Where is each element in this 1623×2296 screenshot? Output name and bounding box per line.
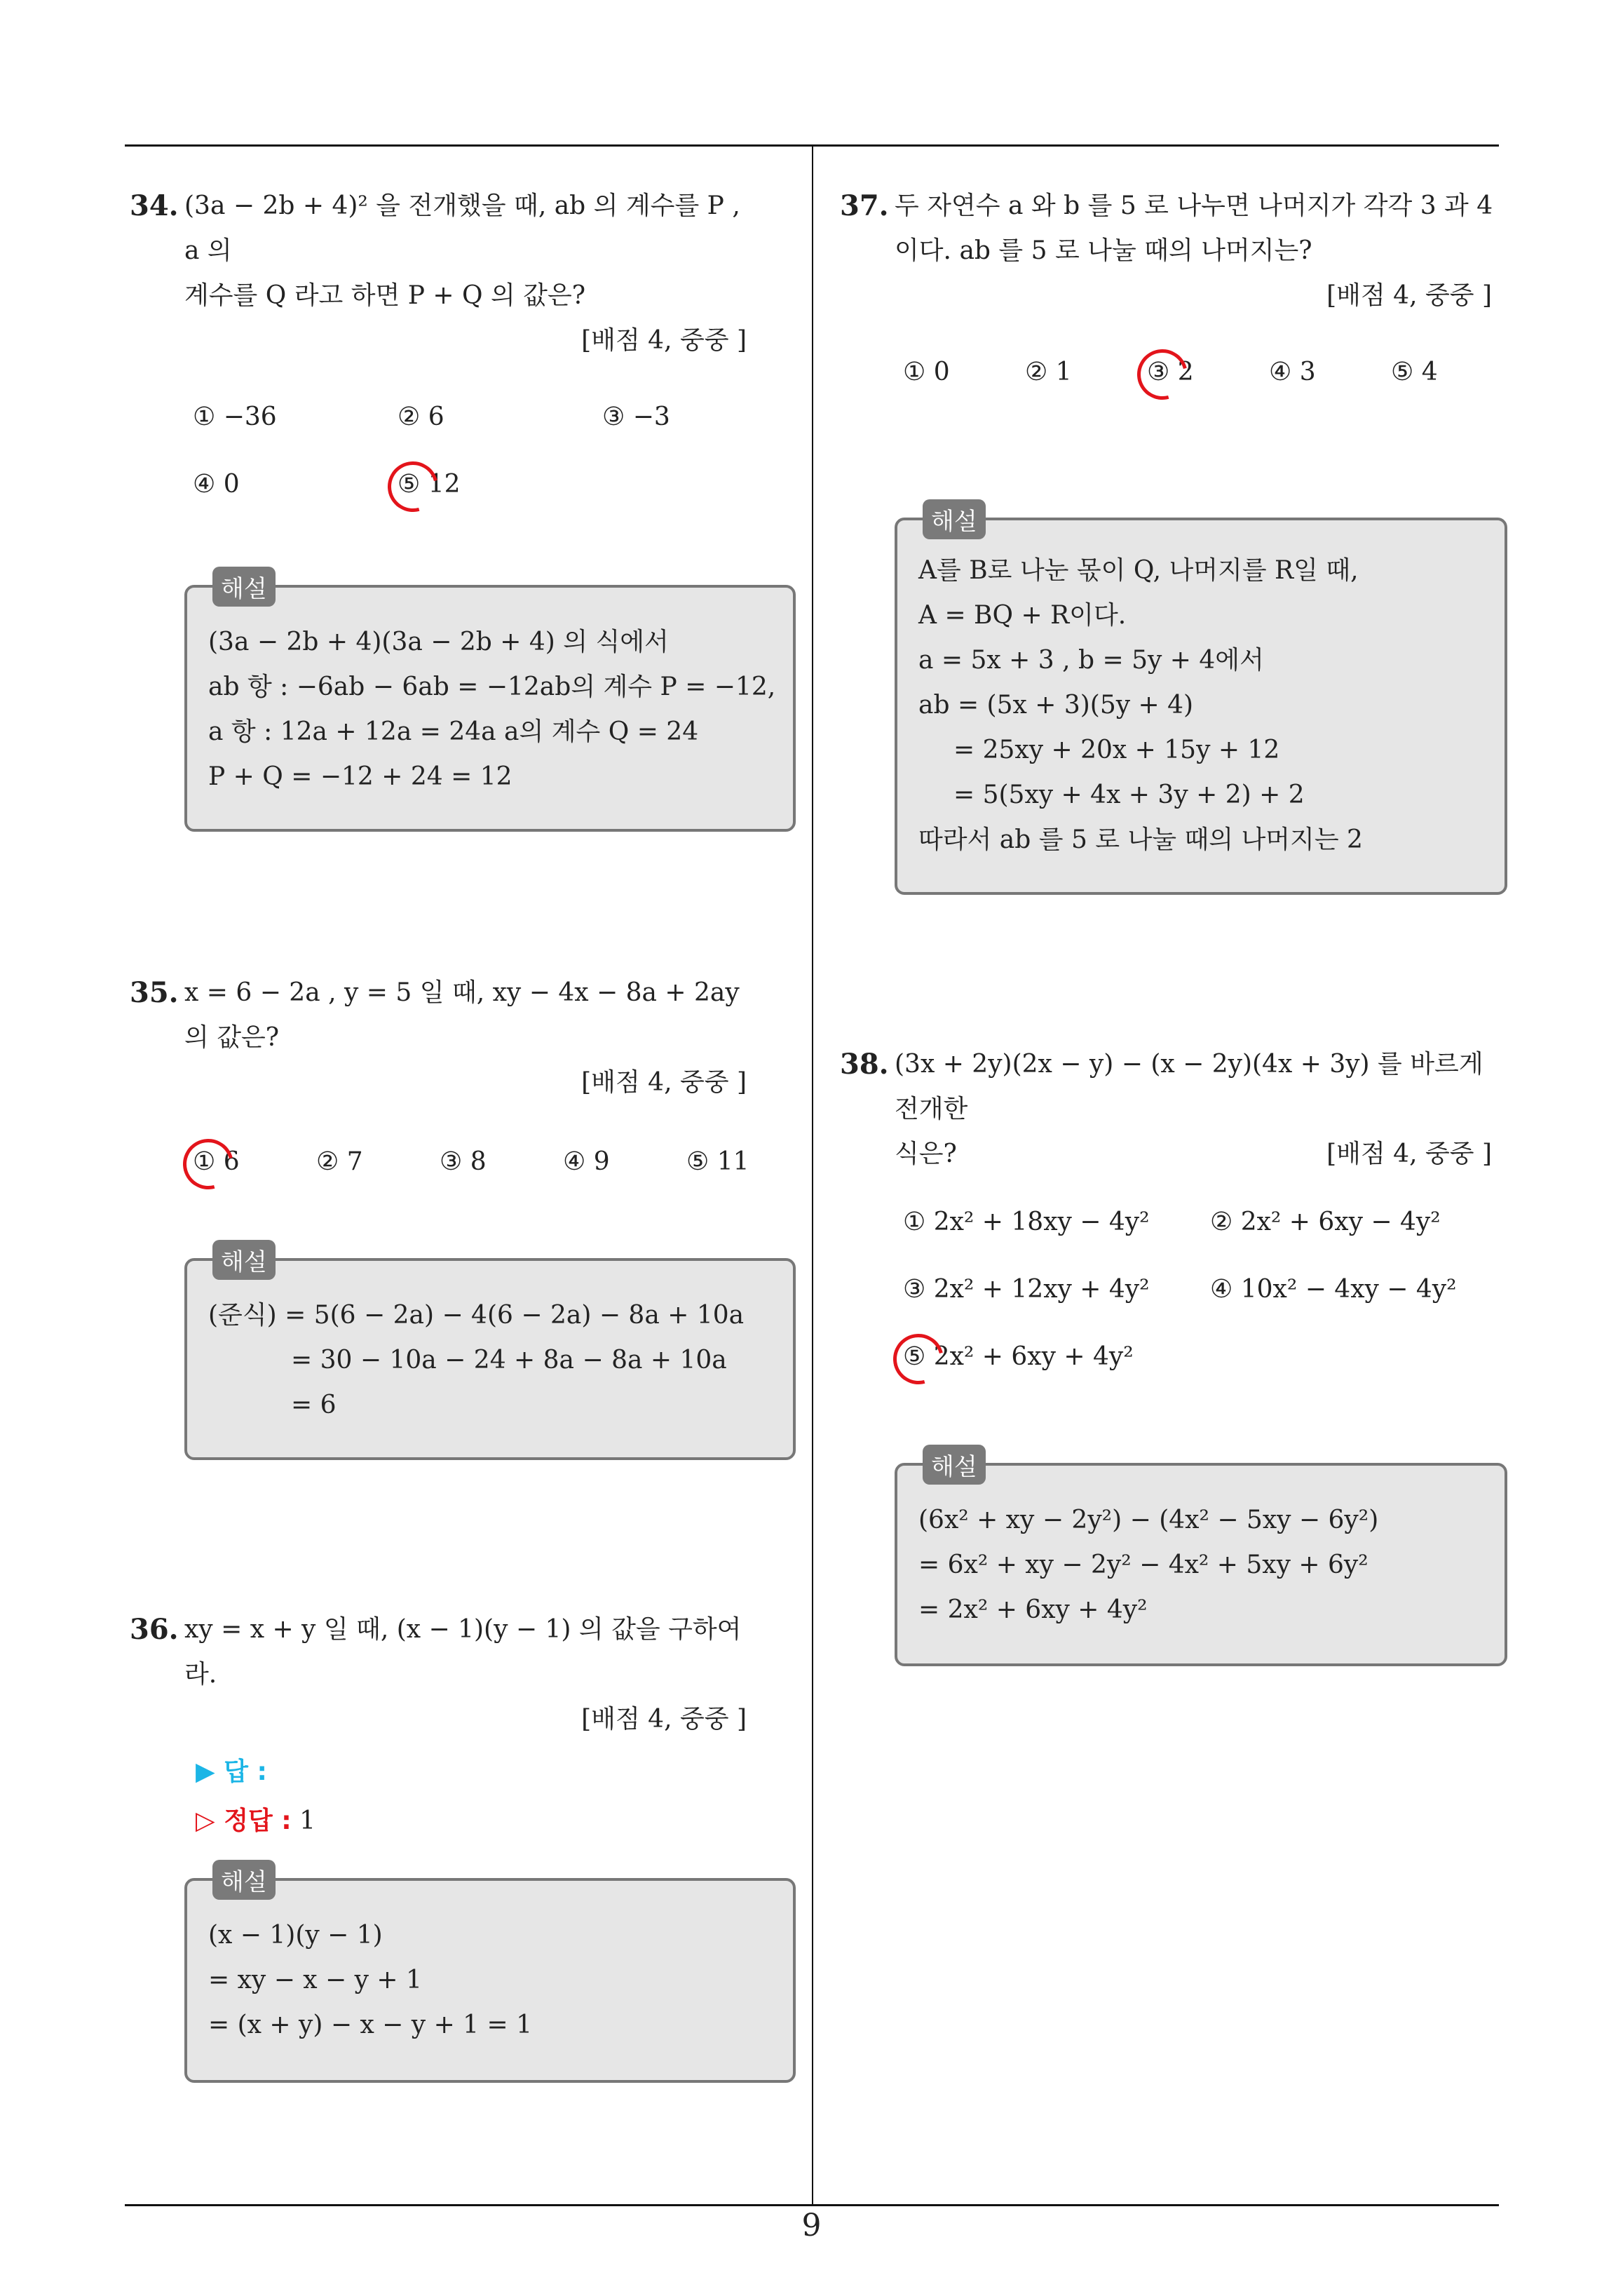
answer-area bbox=[130, 1748, 747, 1846]
choice-4[interactable]: ④ 10x² − 4xy − 4y² bbox=[1210, 1275, 1457, 1304]
question-34-stem: 34. (3a − 2b + 4)² 을 전개했을 때, ab 의 계수를 P , a 의 계수를 Q 라고 하면 P + Q 의 값은? bbox=[130, 184, 747, 318]
choice-1[interactable]: ① −36 bbox=[193, 403, 277, 431]
choice-5[interactable]: ⑤ 12 bbox=[398, 470, 461, 499]
selected-answer-mark bbox=[884, 1325, 953, 1393]
question-35-meta: [배점 4, 중중 ] bbox=[581, 1068, 747, 1097]
question-35-stem: 35. x = 6 − 2a , y = 5 일 때, xy − 4x − 8a + 2ay 의 값은? bbox=[130, 971, 747, 1060]
question-37-meta: [배점 4, 중중 ] bbox=[1326, 281, 1492, 310]
choice-3[interactable]: ③ 2x² + 12xy + 4y² bbox=[903, 1275, 1150, 1304]
question-34-choices bbox=[130, 403, 747, 543]
question-35-explanation: 해설 (준식) = 5(6 − 2a) − 4(6 − 2a) − 8a + 10a = 30 − 10a − 24 + 8a − 8a + 10a = 6 bbox=[184, 1258, 796, 1460]
question-34-explanation: 해설 (3a − 2b + 4)(3a − 2b + 4) 의 식에서 ab 항 : −6ab − 6ab = −12ab의 계수 P = −12, a 항 : 12a + 12a = 24a a의 계수 Q = 24 P + Q = −12 + 24 = 12 bbox=[184, 585, 796, 832]
question-34 bbox=[130, 184, 747, 543]
selected-answer-mark bbox=[174, 1130, 243, 1198]
explanation-tag: 해설 bbox=[923, 1445, 986, 1485]
question-37 bbox=[840, 184, 1506, 425]
choice-5[interactable]: ⑤ 2x² + 6xy + 4y² bbox=[903, 1342, 1134, 1371]
question-34-meta: [배점 4, 중중 ] bbox=[581, 326, 747, 355]
question-38-stem: 38. (3x + 2y)(2x − y) − (x − 2y)(4x + 3y) 를 바르게 전개한 식은? [배점 4, 중중 ] bbox=[840, 1042, 1506, 1177]
choice-3[interactable]: ③ 2 bbox=[1147, 358, 1194, 386]
choice-4[interactable]: ④ 0 bbox=[193, 470, 240, 499]
correct-answer-label: ▷ 정답 : bbox=[196, 1807, 292, 1835]
explanation-tag: 해설 bbox=[923, 499, 986, 539]
choice-4[interactable]: ④ 3 bbox=[1269, 358, 1316, 386]
explanation-tag: 해설 bbox=[212, 1860, 276, 1900]
column-divider bbox=[812, 144, 813, 2206]
question-35-choices bbox=[130, 1147, 747, 1215]
page-number: 9 bbox=[801, 2208, 822, 2243]
question-38-choices bbox=[840, 1208, 1506, 1411]
choice-2[interactable]: ② 2x² + 6xy − 4y² bbox=[1210, 1208, 1441, 1236]
question-number: 36. bbox=[130, 1613, 179, 1646]
question-38 bbox=[840, 1042, 1506, 1411]
selected-answer-mark bbox=[379, 452, 447, 521]
question-number: 37. bbox=[840, 189, 889, 222]
question-35 bbox=[130, 971, 747, 1215]
choice-1[interactable]: ① 2x² + 18xy − 4y² bbox=[903, 1208, 1150, 1236]
correct-answer-value: 1 bbox=[299, 1807, 316, 1835]
question-number: 34. bbox=[130, 189, 179, 222]
question-36-meta: [배점 4, 중중 ] bbox=[581, 1705, 747, 1734]
explanation-tag: 해설 bbox=[212, 1240, 276, 1280]
choice-5[interactable]: ⑤ 4 bbox=[1391, 358, 1438, 386]
selected-answer-mark bbox=[1128, 340, 1197, 409]
question-36 bbox=[130, 1607, 747, 1846]
choice-1[interactable]: ① 0 bbox=[903, 358, 950, 386]
choice-4[interactable]: ④ 9 bbox=[563, 1147, 610, 1176]
answer-input-label[interactable]: ▶ 답 : bbox=[196, 1757, 267, 1786]
choice-5[interactable]: ⑤ 11 bbox=[686, 1147, 749, 1176]
explanation-tag: 해설 bbox=[212, 567, 276, 607]
choice-3[interactable]: ③ 8 bbox=[440, 1147, 487, 1176]
choice-1[interactable]: ① 6 bbox=[193, 1147, 240, 1176]
question-37-explanation: 해설 A를 B로 나눈 몫이 Q, 나머지를 R일 때, A = BQ + R이다. a = 5x + 3 , b = 5y + 4에서 ab = (5x + 3)(5y + 4) = 25xy + 20x + 15y + 12 = 5(5xy + 4x + 3y + 2) + 2 따라서 ab 를 5 로 나눌 때의 나머지는 2 bbox=[895, 518, 1507, 895]
choice-2[interactable]: ② 7 bbox=[316, 1147, 363, 1176]
choice-2[interactable]: ② 1 bbox=[1025, 358, 1072, 386]
question-36-explanation: 해설 (x − 1)(y − 1) = xy − x − y + 1 = (x + y) − x − y + 1 = 1 bbox=[184, 1878, 796, 2083]
choice-3[interactable]: ③ −3 bbox=[602, 403, 670, 431]
question-38-explanation: 해설 (6x² + xy − 2y²) − (4x² − 5xy − 6y²) = 6x² + xy − 2y² − 4x² + 5xy + 6y² = 2x² + 6xy + 4y² bbox=[895, 1463, 1507, 1666]
choice-2[interactable]: ② 6 bbox=[398, 403, 444, 431]
question-number: 38. bbox=[840, 1048, 889, 1081]
bottom-rule bbox=[125, 2204, 1499, 2206]
question-37-stem: 37. 두 자연수 a 와 b 를 5 로 나누면 나머지가 각각 3 과 4 이다. ab 를 5 로 나눌 때의 나머지는? bbox=[840, 184, 1506, 274]
question-number: 35. bbox=[130, 976, 179, 1009]
question-36-stem: 36. xy = x + y 일 때, (x − 1)(y − 1) 의 값을 구하여라. bbox=[130, 1607, 747, 1697]
question-38-meta: [배점 4, 중중 ] bbox=[1326, 1140, 1492, 1168]
question-37-choices bbox=[840, 358, 1506, 425]
